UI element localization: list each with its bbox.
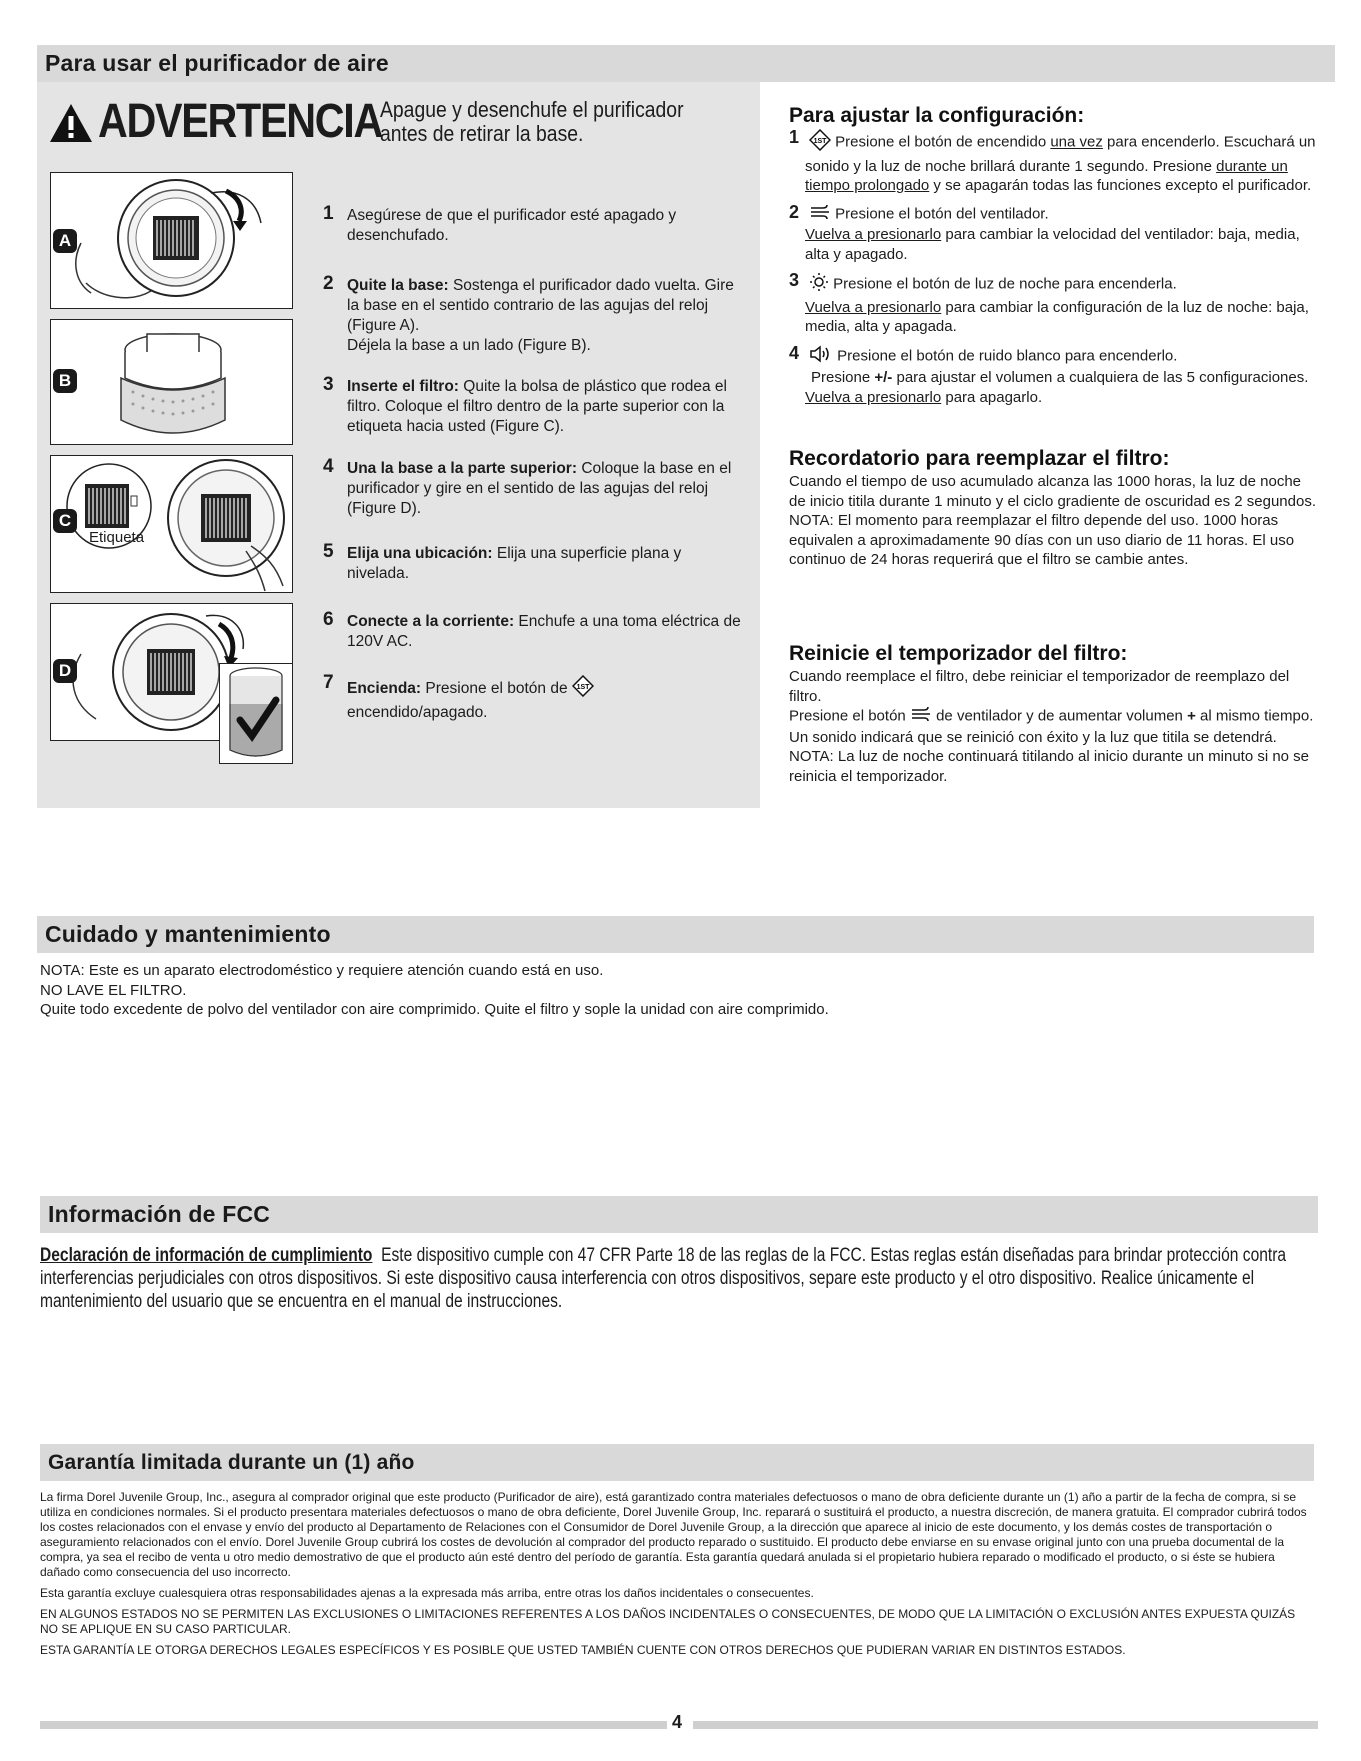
step-text: para ajustar el volumen a cualquiera de las 5 configuraciones.	[892, 369, 1309, 386]
step-emphasis: Vuelva a presionarlo	[805, 298, 942, 316]
reset-plus: +	[1187, 707, 1196, 725]
power-button-icon	[572, 675, 594, 703]
step-6	[323, 609, 743, 652]
step-emphasis: Vuelva a presionarlo	[805, 226, 942, 243]
care-line-1: NOTA: Este es un aparato electrodoméstico y requiere atención cuando está en uso.	[40, 962, 604, 979]
step-bold: Quite la base:	[347, 277, 449, 294]
reset-paragraph-3: NOTA: La luz de noche continuará titilando al inicio durante un minuto si no se reinicia el temporizador.	[789, 748, 1310, 785]
section-title: Cuidado y mantenimiento	[45, 921, 331, 947]
reminder-paragraph-2: NOTA: El momento para reemplazar el filtro depende del uso. 1000 horas equivalen a aproximadamente 90 días con un uso diario de 11 horas. El uso continuo de 24 horas requerirá que el filtro se cambie antes.	[789, 512, 1295, 568]
step-text: para apagarlo.	[941, 388, 1043, 406]
section-header-fcc	[40, 1196, 1318, 1233]
figure-c-label: C	[53, 509, 77, 533]
config-step-3	[789, 272, 1319, 337]
reset-title: Reinicie el temporizador del filtro:	[789, 642, 1128, 665]
warranty-paragraph-2: Esta garantía excluye cualesquiera otras responsabilidades ajenas a la expresada más arriba, entre otras los daños incidentales o consecuentes.	[40, 1586, 814, 1600]
step-text	[347, 276, 743, 356]
reminder-paragraph-1: Cuando el tiempo de uso acumulado alcanza las 1000 horas, la luz de noche de inicio titila durante 1 minuto y el ciclo gradiente de oscuridad es 2 segundos.	[789, 473, 1316, 510]
step-text	[347, 612, 743, 652]
reset-paragraph-1: Cuando reemplace el filtro, debe reiniciar el temporizador de reemplazo del filtro.	[789, 668, 1290, 705]
step-4	[323, 456, 743, 519]
step-number: 1	[789, 127, 800, 147]
step-number: 4	[323, 456, 334, 477]
figure-b	[50, 319, 293, 445]
warranty-text	[40, 1490, 1315, 1664]
figure-c	[50, 455, 293, 593]
step-body: Enchufe a una toma eléctrica de 120V AC.	[347, 613, 741, 650]
power-icon-text: 1ST	[576, 684, 590, 691]
warranty-paragraph-4: ESTA GARANTÍA LE OTORGA DERECHOS LEGALES ESPECÍFICOS Y ES POSIBLE QUE USTED TAMBIÉN CUENTE CON OTROS DERECHOS QUE PUDIERAN VARIAR EN DISTINTOS ESTADOS.	[40, 1643, 1126, 1657]
reset-text: al mismo tiempo. Un sonido indicará que se reinició con éxito y la luz que titila se detendrá.	[789, 707, 1314, 746]
step-text: Presione el botón de encendido	[831, 133, 1051, 151]
fcc-text	[40, 1244, 1327, 1313]
step-text: Presione el botón de luz de noche para encenderla.	[829, 275, 1177, 293]
step-text	[347, 377, 743, 437]
step-1	[323, 203, 743, 246]
reminder-section	[789, 446, 1319, 570]
assembled-purifier-inset	[219, 663, 293, 764]
step-bold: Inserte el filtro:	[347, 378, 459, 395]
section-header-use	[37, 45, 1335, 82]
fan-icon	[910, 706, 932, 728]
figure-b-label: B	[53, 369, 77, 393]
step-number: 3	[323, 374, 334, 395]
step-bold: Una la base a la parte superior:	[347, 460, 578, 477]
care-line-2: NO LAVE EL FILTRO.	[40, 981, 187, 999]
step-number: 4	[789, 342, 800, 363]
step-text: para cambiar la configuración de la luz de noche: baja, media, alta y apagada.	[805, 298, 1309, 335]
speaker-icon	[809, 345, 833, 369]
footer-rule-right	[693, 1721, 1318, 1729]
step-number: 5	[323, 541, 334, 562]
step-number: 3	[789, 270, 800, 290]
step-body: Sostenga el purificador dado vuelta. Gire la base en el sentido contrario de las agujas del reloj (Figure A).	[347, 277, 734, 334]
step-text: Asegúrese de que el purificador esté apagado y desenchufado.	[347, 207, 677, 244]
power-button-icon	[809, 129, 831, 157]
figure-c-illustration	[51, 456, 293, 593]
section-title: Garantía limitada durante un (1) año	[48, 1450, 415, 1474]
power-icon-text: 1ST	[813, 138, 827, 145]
step-7	[323, 672, 743, 723]
care-text	[40, 961, 1310, 1020]
step-text: Presione	[811, 369, 875, 386]
reset-section	[789, 641, 1319, 786]
step-number: 7	[323, 672, 334, 693]
fan-icon	[809, 204, 831, 226]
step-text	[347, 675, 743, 723]
config-title: Para ajustar la configuración:	[789, 104, 1085, 127]
step-text	[347, 459, 743, 519]
step-bold: Conecte a la corriente:	[347, 613, 515, 630]
fcc-lead: Declaración de información de cumplimiento	[40, 1245, 373, 1266]
fcc-body: Este dispositivo cumple con 47 CFR Parte 18 de las reglas de la FCC. Estas reglas están diseñadas para brindar protección contra interferencias perjudiciales con otros dispositivos. Si este dispositivo causa interferencia con otros dispositivos, separe este producto y el otro dispositivo. Realice únicamente el mantenimiento del usuario que se encuentra en el manual de instrucciones.	[40, 1245, 1287, 1312]
step-emphasis: durante un tiempo prolongado	[805, 157, 1288, 194]
step-emphasis: Vuelva a presionarlo	[805, 388, 942, 406]
step-text: Presione el botón de ruido blanco para encenderlo.	[833, 347, 1178, 365]
figure-b-illustration	[51, 320, 293, 445]
step-5	[323, 541, 743, 584]
section-title: Para usar el purificador de aire	[45, 50, 389, 76]
step-emphasis: +/-	[874, 369, 893, 386]
step-3	[323, 374, 743, 437]
warning-block	[48, 95, 428, 148]
reset-text: de ventilador y de aumentar volumen	[931, 707, 1188, 725]
footer-rule-left	[40, 1721, 667, 1729]
section-header-care	[37, 916, 1314, 953]
figure-a-illustration	[51, 173, 293, 309]
step-2	[323, 273, 743, 356]
config-step-4	[789, 342, 1319, 408]
section-header-warranty	[40, 1444, 1314, 1481]
step-number: 6	[323, 609, 334, 630]
figure-a	[50, 172, 293, 309]
step-body-2: Déjela la base a un lado (Figure B).	[347, 337, 591, 354]
config-section	[789, 103, 1319, 407]
warning-triangle-icon	[48, 102, 94, 144]
warning-text: Apague y desenchufe el purificador antes de retirar la base.	[380, 97, 684, 146]
step-body: Elija una superficie plana y nivelada.	[347, 545, 682, 582]
step-number: 1	[323, 203, 334, 224]
page-number: 4	[672, 1712, 683, 1732]
figure-d-label: D	[53, 659, 77, 683]
figure-a-label: A	[53, 229, 77, 253]
step-body: Presione el botón de	[421, 680, 568, 698]
step-text: para encenderlo. Escuchará un sonido y la luz de noche brillará durante 1 segundo. Presione	[805, 133, 1316, 175]
step-text: y se apagarán todas las funciones excepto el purificador.	[929, 177, 1312, 194]
step-body: Coloque la base en el purificador y gire en el sentido de las agujas del reloj (Figure D).	[347, 460, 732, 517]
reset-paragraph-2	[789, 706, 1319, 747]
step-text	[347, 544, 743, 584]
step-bold: Encienda:	[347, 680, 422, 698]
step-bold: Elija una ubicación:	[347, 545, 493, 562]
reminder-title: Recordatorio para reemplazar el filtro:	[789, 447, 1170, 470]
config-step-1	[789, 129, 1319, 196]
step-text: Presione el botón del ventilador.	[831, 205, 1049, 223]
step-number: 2	[323, 273, 334, 294]
warning-title: ADVERTENCIA	[98, 95, 382, 148]
reset-text: Presione el botón	[789, 707, 910, 725]
warranty-paragraph-1: La firma Dorel Juvenile Group, Inc., asegura al comprador original que este producto (Purificador de aire), está garantizado contra materiales defectuosos o mano de obra deficiente durante un (1) año a partir de la fecha de compra, si se utiliza en condiciones normales. Si el producto presentara materiales defectuosos o mano de obra deficiente, Dorel Juvenile Group, Inc. reparará o sustituirá el producto, a nuestra discreción, de manera gratuita. El comprador cubrirá todos los costes relacionados con el envase y envío del producto al Departamento de Relaciones con el Consumidor de Dorel Juvenile Group, a la dirección que aparece al inicio de este documento, y los demás costes de transportación o aseguramiento relacionados con el envío. Dorel Juvenile Group cubrirá los costes de devolución al comprador del producto reparado o sustituido. El producto debe enviarse en su envase original junto con una prueba documental de la compra, ya sea el recibo de venta u otro medio demostrativo de que el producto aún esté dentro del período de garantía. Esta garantía quedará anulada si el propietario hubiera reparado o modificado el producto, o si éste se hubiera dañado como consecuencia del uso incorrecto.	[40, 1490, 1307, 1579]
care-line-3: Quite todo excedente de polvo del ventilador con aire comprimido. Quite el filtro y sople la unidad con aire comprimido.	[40, 1001, 829, 1018]
config-step-2	[789, 201, 1319, 265]
step-text: para cambiar la velocidad del ventilador: baja, media, alta y apagado.	[805, 226, 1300, 263]
step-number: 2	[789, 201, 800, 222]
section-title: Información de FCC	[48, 1201, 271, 1227]
step-body-2: encendido/apagado.	[347, 704, 488, 721]
step-emphasis: una vez	[1050, 133, 1103, 151]
figure-c-tag-label: Etiqueta	[89, 529, 145, 546]
night-light-icon	[809, 272, 829, 298]
purifier-check-illustration	[220, 664, 292, 762]
warranty-paragraph-3: EN ALGUNOS ESTADOS NO SE PERMITEN LAS EXCLUSIONES O LIMITACIONES REFERENTES A LOS DAÑOS INCIDENTALES O CONSECUENTES, DE MODO QUE LA LIMITACIÓN O EXCLUSIÓN ANTES EXPUESTA QUIZÁS NO SE APLIQUE EN SU CASO PARTICULAR.	[40, 1607, 1296, 1636]
step-body: Quite la bolsa de plástico que rodea el filtro. Coloque el filtro dentro de la parte superior con la etiqueta hacia usted (Figure C).	[347, 378, 727, 435]
